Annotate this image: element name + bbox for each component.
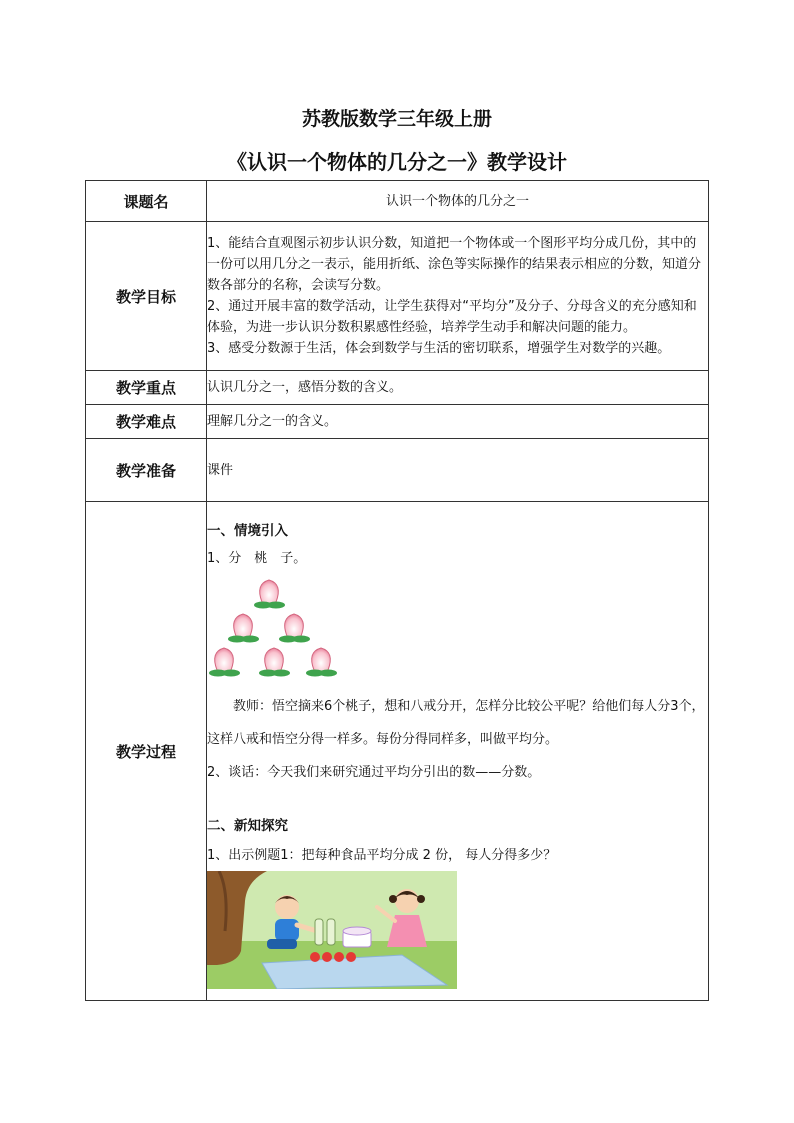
cake-icon — [343, 927, 371, 947]
table-row-key-point — [86, 371, 709, 405]
peach-icon-2 — [228, 614, 259, 643]
key-point-label: 教学重点 — [86, 371, 207, 405]
peach-icon-5 — [259, 648, 290, 677]
peach-icon-6 — [306, 648, 337, 677]
teacher-explanation: 教师：悟空摘来6个桃子，想和八戒分开，怎样分比较公平呢？给他们每人分3个，这样八戒和悟空分得一样多。每份分得同样多，叫做平均分。 — [207, 698, 705, 747]
peach-icon-1 — [254, 580, 285, 609]
preparation-label: 教学准备 — [86, 439, 207, 502]
topic-value: 认识一个物体的几分之一 — [207, 181, 709, 222]
peach-icon-4 — [209, 648, 240, 677]
document-title: 苏教版数学三年级上册 — [301, 108, 492, 130]
picnic-illustration — [207, 871, 457, 989]
section-heading-intro: 一、情境引入 — [207, 522, 288, 539]
topic-label: 课题名 — [86, 181, 207, 222]
preparation-value: 课件 — [207, 439, 709, 502]
example-1: 1、出示例题1：把每种食品平均分成 2 份， 每人分得多少？ — [207, 847, 557, 863]
key-point-value: 认识几分之一，感悟分数的含义。 — [207, 371, 709, 405]
goal-item-3: 3、感受分数源于生活，体会到数学与生活的密切联系，增强学生对数学的兴趣。 — [207, 341, 671, 356]
lesson-plan-table — [85, 180, 709, 1001]
difficulty-label: 教学难点 — [86, 405, 207, 439]
process-content — [207, 502, 709, 1001]
item-divide-peaches: 1、分 桃 子。 — [207, 550, 307, 566]
goal-item-1: 1、能结合直观图示初步认识分数，知道把一个物体或一个图形平均分成几份，其中的一份可以用几分之一表示，能用折纸、涂色等实际操作的结果表示相应的分数，知道分数各部分的名称，会读写分数。 — [207, 236, 702, 293]
peach-icon-3 — [279, 614, 310, 643]
goals-label: 教学目标 — [86, 222, 207, 371]
table-row-preparation — [86, 439, 709, 502]
goals-content — [207, 222, 709, 371]
table-row-process — [86, 502, 709, 1001]
difficulty-value: 理解几分之一的含义。 — [207, 405, 709, 439]
goal-item-2: 2、通过开展丰富的数学活动，让学生获得对“平均分”及分子、分母含义的充分感知和体验，为进一步认识分数积累感性经验，培养学生动手和解决问题的能力。 — [207, 299, 697, 335]
peaches-illustration — [207, 574, 347, 684]
process-label: 教学过程 — [86, 502, 207, 1001]
table-row-goals — [86, 222, 709, 371]
table-row-topic — [86, 181, 709, 222]
section-heading-explore: 二、新知探究 — [207, 817, 288, 834]
document-subtitle: 《认识一个物体的几分之一》教学设计 — [227, 150, 567, 174]
table-row-difficulty — [86, 405, 709, 439]
item-talk: 2、谈话：今天我们来研究通过平均分引出的数——分数。 — [207, 764, 541, 780]
